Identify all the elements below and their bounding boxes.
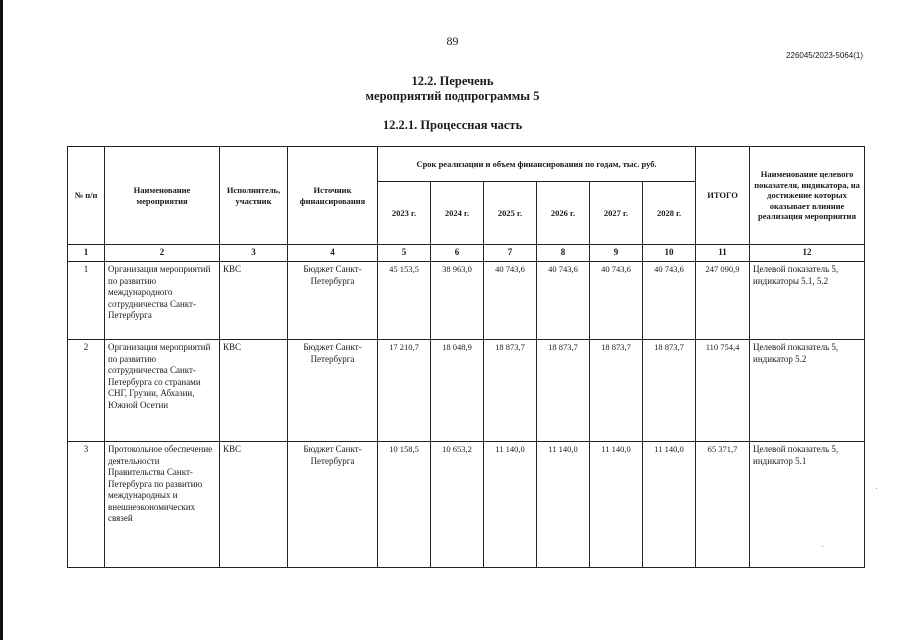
list-subtitle: мероприятий подпрограммы 5 xyxy=(365,89,540,103)
row-num: 2 xyxy=(68,340,105,442)
row-value-2023: 45 153,5 xyxy=(378,262,431,340)
page-number: 89 xyxy=(446,34,459,48)
row-total: 110 754,4 xyxy=(696,340,750,442)
row-value-2025: 18 873,7 xyxy=(484,340,537,442)
row-value-2023: 10 158,5 xyxy=(378,442,431,568)
row-value-2027: 40 743,6 xyxy=(590,262,643,340)
row-value-2024: 38 963,0 xyxy=(431,262,484,340)
row-indicator: Целевой показатель 5, индикатор 5.1 xyxy=(750,442,865,568)
column-number: 10 xyxy=(643,245,696,262)
subsection-title: 12.2.1. Процессная часть xyxy=(382,118,523,132)
scan-speck xyxy=(876,488,877,489)
row-value-2027: 18 873,7 xyxy=(590,340,643,442)
column-number: 3 xyxy=(220,245,288,262)
column-number: 12 xyxy=(750,245,865,262)
column-number: 2 xyxy=(105,245,220,262)
row-source: Бюджет Санкт-Петербурга xyxy=(288,262,378,340)
row-indicator: Целевой показатель 5, индикаторы 5.1, 5.2 xyxy=(750,262,865,340)
header-executor: Исполнитель, участник xyxy=(220,147,288,245)
column-number: 4 xyxy=(288,245,378,262)
header-year: 2028 г. xyxy=(643,182,696,245)
row-executor: КВС xyxy=(220,442,288,568)
row-value-2025: 11 140,0 xyxy=(484,442,537,568)
row-value-2024: 18 048,9 xyxy=(431,340,484,442)
column-number: 11 xyxy=(696,245,750,262)
header-year: 2023 г. xyxy=(378,182,431,245)
header-period: Срок реализации и объем финансирования по годам, тыс. руб. xyxy=(378,147,696,182)
row-name: Организация мероприятий по развитию международного сотрудничества Санкт-Петербурга xyxy=(105,262,220,340)
column-number: 7 xyxy=(484,245,537,262)
header-row xyxy=(68,147,865,182)
row-value-2026: 40 743,6 xyxy=(537,262,590,340)
row-executor: КВС xyxy=(220,340,288,442)
list-title: 12.2. Перечень xyxy=(411,74,494,88)
scan-speck xyxy=(822,546,823,547)
row-num: 1 xyxy=(68,262,105,340)
header-year: 2027 г. xyxy=(590,182,643,245)
row-total: 65 371,7 xyxy=(696,442,750,568)
table-row xyxy=(68,442,865,568)
table-row xyxy=(68,340,865,442)
column-number: 5 xyxy=(378,245,431,262)
row-value-2028: 18 873,7 xyxy=(643,340,696,442)
row-source: Бюджет Санкт-Петербурга xyxy=(288,340,378,442)
row-value-2028: 11 140,0 xyxy=(643,442,696,568)
column-number: 8 xyxy=(537,245,590,262)
measures-table xyxy=(67,146,865,568)
row-source: Бюджет Санкт-Петербурга xyxy=(288,442,378,568)
header-num: № п/п xyxy=(68,147,105,245)
row-value-2027: 11 140,0 xyxy=(590,442,643,568)
header-total: ИТОГО xyxy=(696,147,750,245)
table-row xyxy=(68,262,865,340)
row-indicator: Целевой показатель 5, индикатор 5.2 xyxy=(750,340,865,442)
header-year: 2026 г. xyxy=(537,182,590,245)
column-number: 1 xyxy=(68,245,105,262)
row-name: Организация мероприятий по развитию сотрудничества Санкт-Петербурга со странами СНГ, Грузии, Абхазии, Южной Осетии xyxy=(105,340,220,442)
header-year: 2025 г. xyxy=(484,182,537,245)
column-number: 6 xyxy=(431,245,484,262)
row-value-2026: 18 873,7 xyxy=(537,340,590,442)
row-value-2028: 40 743,6 xyxy=(643,262,696,340)
column-number: 9 xyxy=(590,245,643,262)
header-year: 2024 г. xyxy=(431,182,484,245)
row-value-2026: 11 140,0 xyxy=(537,442,590,568)
column-number-row xyxy=(68,245,865,262)
row-value-2023: 17 210,7 xyxy=(378,340,431,442)
row-name: Протокольное обеспечение деятельности Правительства Санкт-Петербурга по развитию международных и внешнеэкономических связей xyxy=(105,442,220,568)
row-value-2024: 10 653,2 xyxy=(431,442,484,568)
row-value-2025: 40 743,6 xyxy=(484,262,537,340)
row-total: 247 090,9 xyxy=(696,262,750,340)
row-executor: КВС xyxy=(220,262,288,340)
document-code: 226045/2023-5064(1) xyxy=(786,51,863,60)
header-indicator: Наименование целевого показателя, индикатора, на достижение которых оказывает влияние реализация мероприятия xyxy=(750,147,865,245)
row-num: 3 xyxy=(68,442,105,568)
header-name: Наименование мероприятия xyxy=(105,147,220,245)
header-source: Источник финансирования xyxy=(288,147,378,245)
